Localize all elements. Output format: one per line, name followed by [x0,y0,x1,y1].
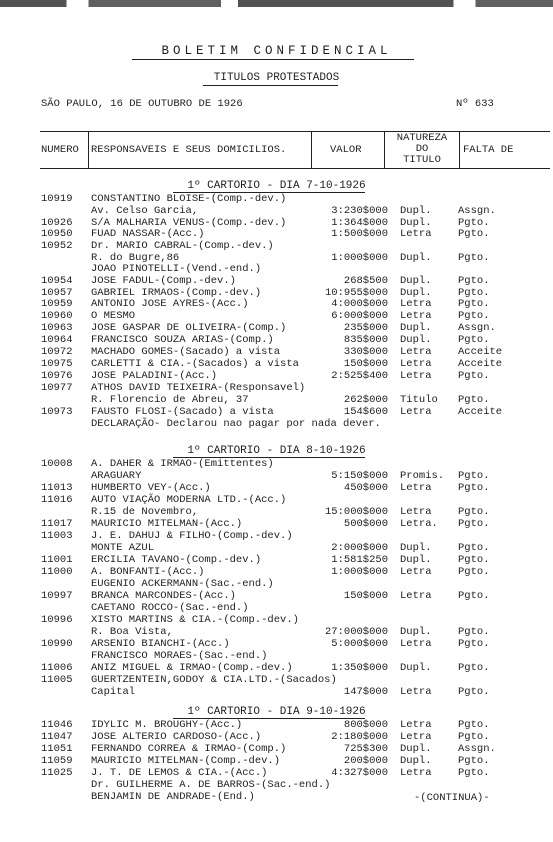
row-natureza: Dupl. [400,322,432,334]
row-responsavel: GUERTZENTEIN,GODOY & CIA.LTD.-(Sacados) [91,674,337,686]
row-responsavel: ARSENIO BIANCHI-(Acc.) [91,638,230,650]
row-number: 11005 [41,674,73,686]
row-valor: 2:525$400 [331,370,388,382]
row-valor: 10:955$000 [324,287,388,299]
row-falta: Pgto. [458,719,490,731]
row-responsavel: MACHADO GOMES-(Sacado) a vista [91,346,281,358]
row-valor: 2:180$000 [331,731,388,743]
row-natureza: Promis. [400,470,445,482]
row-number: 10919 [41,193,73,205]
row-natureza: Dupl. [400,275,432,287]
row-natureza: Letra [400,731,432,743]
row-number: 10997 [41,590,73,602]
row-number: 11006 [41,662,73,674]
column-divider [88,131,89,168]
row-falta: Pgto. [458,370,490,382]
row-falta: Pgto. [458,554,490,566]
row-responsavel: A. DAHER & IRMAO-(Emittentes) [91,458,274,470]
row-valor: 1:581$250 [331,554,388,566]
row-natureza: Letra [400,566,432,578]
row-number: 10957 [41,287,73,299]
document-title: BOLETIM CONFIDENCIAL [161,44,392,58]
row-responsavel: MAURICIO MITELMAN-(Acc.) [91,518,243,530]
row-number: 10977 [41,382,73,394]
row-responsavel: ANIZ MIGUEL & IRMAO-(Comp.-dev.) [91,662,293,674]
row-responsavel: AUTO VIAÇÃO MODERNA LTD.-(Acc.) [91,494,287,506]
row-responsavel: MAURICIO MITELMAN-(Comp.-dev.) [91,755,281,767]
row-falta: Pgto. [458,482,490,494]
row-natureza: Dupl. [400,755,432,767]
row-valor: 3:230$000 [331,205,388,217]
row-number: 10008 [41,458,73,470]
row-valor: 150$000 [343,590,388,602]
row-falta: Acceite [458,346,503,358]
row-number: 10963 [41,322,73,334]
row-responsavel: JOSE PALADINI-(Acc.) [91,370,218,382]
column-divider [459,131,460,168]
row-valor: 2:000$000 [331,542,388,554]
row-natureza: Dupl. [400,334,432,346]
section-heading: 1º CARTORIO - DIA 7-10-1926 [187,180,366,192]
row-valor: 5:000$000 [331,638,388,650]
row-responsavel: BENJAMIN DE ANDRADE-(End.) [91,791,255,803]
row-number: 10973 [41,406,73,418]
row-responsavel: HUMBERTO VEY-(Acc.) [91,482,211,494]
row-valor: 330$000 [343,346,388,358]
row-responsavel: A. BONFANTI-(Acc.) [91,566,205,578]
row-falta: Pgto. [458,566,490,578]
row-natureza: Titulo [400,394,438,406]
row-responsavel: CONSTANTINO BLOISE-(Comp.-dev.) [91,193,287,205]
row-falta: Pgto. [458,626,490,638]
row-number: 11000 [41,566,73,578]
row-falta: Assgn. [458,205,496,217]
row-number: 10964 [41,334,73,346]
row-responsavel: Capital [91,686,136,698]
place-date: SÃO PAULO, 16 DE OUTUBRO DE 1926 [41,98,243,110]
row-valor: 147$000 [343,686,388,698]
column-divider [384,131,385,168]
column-divider [311,131,312,168]
row-responsavel: JOAO PINOTELLI-(Vend.-end.) [91,263,262,275]
col-numero: NUMERO [41,144,79,156]
row-responsavel: R.15 de Novembro, [91,506,199,518]
row-number: 10972 [41,346,73,358]
row-responsavel: BRANCA MARCONDES-(Acc.) [91,590,236,602]
row-responsavel: Dr. GUILHERME A. DE BARROS-(Sac.-end.) [91,779,331,791]
row-natureza: Letra [400,406,432,418]
row-valor: 1:000$000 [331,566,388,578]
row-number: 10954 [41,275,73,287]
row-falta: Pgto. [458,470,490,482]
scan-edge-noise [0,0,553,7]
row-natureza: Letra [400,719,432,731]
row-responsavel: FRANCISCO MORAES-(Sac.-end.) [91,650,268,662]
row-number: 11059 [41,755,73,767]
row-natureza: Letra [400,298,432,310]
row-valor: 154$600 [343,406,388,418]
row-valor: 1:500$000 [331,228,388,240]
row-valor: 200$000 [343,755,388,767]
row-number: 10950 [41,228,73,240]
document-subtitle: TITULOS PROTESTADOS [213,72,340,84]
row-number: 11003 [41,530,73,542]
row-natureza: Dupl. [400,287,432,299]
row-natureza: Letra [400,590,432,602]
row-valor: 1:000$000 [331,252,388,264]
row-number: 11001 [41,554,73,566]
row-responsavel: CAETANO ROCCO-(Sac.-end.) [91,602,249,614]
row-valor: 150$000 [343,358,388,370]
row-responsavel: R. Boa Vista, [91,626,173,638]
row-natureza: Letra [400,638,432,650]
row-falta: Pgto. [458,310,490,322]
row-responsavel: GABRIEL IRMAOS-(Comp.-dev.) [91,287,262,299]
row-number: 11025 [41,767,73,779]
row-natureza: Letra [400,310,432,322]
row-number: 10952 [41,240,73,252]
row-falta: Pgto. [458,287,490,299]
row-natureza: Letra [400,346,432,358]
row-number: 10976 [41,370,73,382]
row-responsavel: MONTE AZUL [91,542,155,554]
row-natureza: Dupl. [400,626,432,638]
row-falta: Pgto. [458,275,490,287]
row-responsavel: IDYLIC M. BROUGHY-(Acc.) [91,719,243,731]
row-falta: Pgto. [458,686,490,698]
row-responsavel: FAUSTO FLOSI-(Sacado) a vista [91,406,274,418]
row-falta: Pgto. [458,590,490,602]
row-natureza: Letra [400,506,432,518]
row-falta: Pgto. [458,638,490,650]
row-falta: Pgto. [458,298,490,310]
row-falta: Assgn. [458,322,496,334]
row-responsavel: ANTONIO JOSE AYRES-(Acc.) [91,298,249,310]
row-valor: 1:350$000 [331,662,388,674]
col-natureza-l2: DO [415,143,429,155]
row-responsavel: O MESMO [91,310,136,322]
row-number: 11016 [41,494,73,506]
row-natureza: Dupl. [400,554,432,566]
continua-note: -(CONTINUA)- [414,792,490,804]
col-responsaveis: RESPONSAVEIS E SEUS DOMICILIOS. [91,144,287,156]
row-responsavel: Dr. MARIO CABRAL-(Comp.-dev.) [91,240,274,252]
row-natureza: Letra [400,358,432,370]
row-natureza: Letra [400,482,432,494]
row-number: 11013 [41,482,73,494]
row-responsavel: J. E. DAHUJ & FILHO-(Comp.-dev.) [91,530,293,542]
row-responsavel: ATHOS DAVID TEIXEIRA-(Responsavel) [91,382,306,394]
row-falta: Acceite [458,358,503,370]
col-natureza-l3: TITULO [403,154,441,166]
row-responsavel: DECLARAÇÃO- Declarou nao pagar por nada dever. [91,418,381,430]
col-valor: VALOR [330,144,362,156]
row-responsavel: JOSE FADUL-(Comp.-dev.) [91,275,236,287]
row-responsavel: JOSE GASPAR DE OLIVEIRA-(Comp.) [91,322,287,334]
row-valor: 15:000$000 [324,506,388,518]
row-valor: 800$000 [343,719,388,731]
row-falta: Pgto. [458,228,490,240]
row-valor: 725$300 [343,743,388,755]
row-falta: Pgto. [458,518,490,530]
row-responsavel: JOSE ALTERIO CARDOSO-(Acc.) [91,731,262,743]
row-falta: Pgto. [458,252,490,264]
row-number: 10975 [41,358,73,370]
row-number: 10959 [41,298,73,310]
row-responsavel: R. Florencio de Abreu, 37 [91,394,249,406]
subtitle-underline [203,85,338,86]
row-valor: 5:150$000 [331,470,388,482]
row-valor: 835$000 [343,334,388,346]
row-responsavel: XISTO MARTINS & CIA.-(Comp.-dev.) [91,614,299,626]
row-falta: Pgto. [458,755,490,767]
row-number: 10960 [41,310,73,322]
row-valor: 235$000 [343,322,388,334]
row-responsavel: FUAD NASSAR-(Acc.) [91,228,205,240]
row-valor: 1:364$000 [331,217,388,229]
row-valor: 4:327$000 [331,767,388,779]
row-natureza: Dupl. [400,542,432,554]
row-natureza: Letra [400,767,432,779]
row-number: 11017 [41,518,73,530]
row-responsavel: CARLETTI & CIA.-(Sacados) a vista [91,358,299,370]
row-natureza: Letra. [400,518,438,530]
title-underline [132,59,414,60]
row-responsavel: Av. Celso Garcia, [91,205,199,217]
row-falta: Pgto. [458,662,490,674]
row-falta: Pgto. [458,506,490,518]
row-natureza: Dupl. [400,252,432,264]
row-responsavel: J. T. DE LEMOS & CIA.-(Acc.) [91,767,268,779]
row-valor: 27:000$000 [324,626,388,638]
row-falta: Assgn. [458,743,496,755]
row-responsavel: EUGENIO ACKERMANN-(Sac.-end.) [91,578,274,590]
section-heading: 1º CARTORIO - DIA 8-10-1926 [187,445,366,457]
row-number: 11046 [41,719,73,731]
row-number: 10990 [41,638,73,650]
row-number: 11051 [41,743,73,755]
row-responsavel: FERNANDO CORREA & IRMAO-(Comp.) [91,743,287,755]
row-natureza: Letra [400,370,432,382]
row-valor: 6:000$000 [331,310,388,322]
row-falta: Pgto. [458,217,490,229]
row-falta: Pgto. [458,334,490,346]
row-falta: Pgto. [458,542,490,554]
row-valor: 268$500 [343,275,388,287]
row-falta: Pgto. [458,767,490,779]
row-valor: 4:000$000 [331,298,388,310]
row-responsavel: ARAGUARY [91,470,142,482]
col-falta: FALTA DE [463,144,514,156]
row-natureza: Dupl. [400,217,432,229]
row-falta: Pgto. [458,731,490,743]
row-number: 10996 [41,614,73,626]
row-natureza: Letra [400,228,432,240]
row-valor: 262$000 [343,394,388,406]
row-number: 11047 [41,731,73,743]
row-responsavel: FRANCISCO SOUZA ARIAS-(Comp.) [91,334,274,346]
row-responsavel: ERCILIA TAVANO-(Comp.-dev.) [91,554,262,566]
row-valor: 450$000 [343,482,388,494]
row-natureza: Letra [400,686,432,698]
row-responsavel: S/A MALHARIA VENUS-(Comp.-dev.) [91,217,287,229]
row-natureza: Dupl. [400,205,432,217]
row-valor: 500$000 [343,518,388,530]
row-natureza: Dupl. [400,662,432,674]
row-number: 10926 [41,217,73,229]
bulletin-number: Nº 633 [456,98,494,110]
section-heading: 1º CARTORIO - DIA 9-10-1926 [187,706,366,718]
row-natureza: Dupl. [400,743,432,755]
row-falta: Acceite [458,406,503,418]
row-responsavel: R. do Bugre,86 [91,252,180,264]
col-natureza-l1: NATUREZA [396,132,448,144]
row-falta: Pgto. [458,394,490,406]
